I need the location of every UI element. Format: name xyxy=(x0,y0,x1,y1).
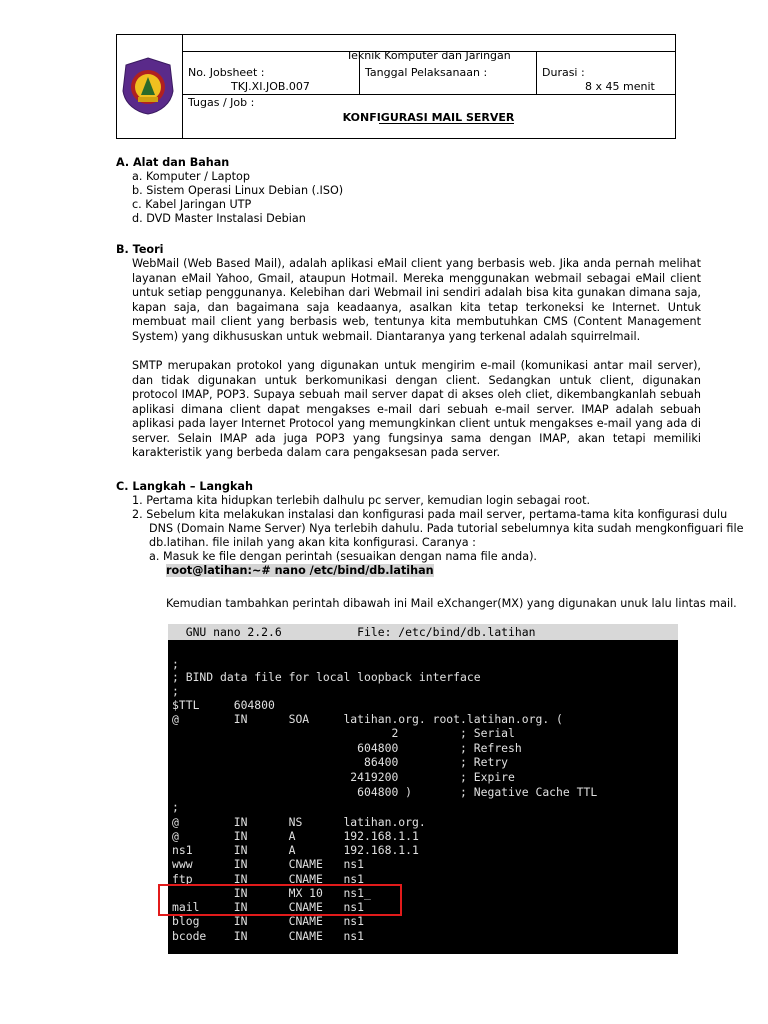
step-2-line-2: DNS (Domain Name Server) Nya terlebih dahulu. Pada tutorial sebelumnya kita sudah mengkonfiguari file xyxy=(149,522,744,535)
list-item: d. DVD Master Instalasi Debian xyxy=(132,212,306,225)
mx-highlight-box xyxy=(158,884,402,916)
terminal-line: @ IN SOA latihan.org. root.latihan.org. ( xyxy=(172,712,563,726)
terminal-line: ftp IN CNAME ns1 xyxy=(172,872,365,886)
terminal-line: @ IN NS latihan.org. xyxy=(172,815,426,829)
terminal-line: ; xyxy=(172,800,179,814)
steps-list xyxy=(132,494,743,578)
terminal-line: 604800 ; Refresh xyxy=(172,741,522,755)
terminal-line: bcode IN CNAME ns1 xyxy=(172,929,365,943)
jobsheet-label: No. Jobsheet : xyxy=(188,66,265,79)
duration-label: Durasi : xyxy=(542,66,585,79)
terminal-line: @ IN A 192.168.1.1 xyxy=(172,829,419,843)
jobsheet-value: TKJ.XI.JOB.007 xyxy=(231,80,310,93)
theory-paragraph-2: SMTP merupakan protokol yang digunakan untuk mengirim e-mail (komunikasi antar mail server), dan tidak digunakan untuk berkomunikasi dengan client. Sedangkan untuk client, digunakan protocol IMAP, POP3. Supaya sebuah mail server dapat di akses oleh cliet, dikembangkanlah sebuah aplikasi dimana client dapat mengakses e-mail dari sebuah e-mail server. IMAP adalah sebuah aplikasi pada layer Internet Protocol yang memungkinkan client untuk mengakses e-mail yang ada di server. Selain IMAP ada juga POP3 yang fungsinya sama dengan IMAP, akan tetapi memiliki karakteristik yang berbeda dalam cara pengaksesan pada server. xyxy=(132,359,701,459)
school-logo-icon xyxy=(121,57,175,115)
list-item: b. Sistem Operasi Linux Debian (.ISO) xyxy=(132,184,344,197)
terminal-line: 2419200 ; Expire xyxy=(172,770,515,784)
step-1: 1. Pertama kita hidupkan terlebih dalhulu pc server, kemudian login sebagai root. xyxy=(132,494,591,507)
terminal-line: www IN CNAME ns1 xyxy=(172,857,365,871)
date-label: Tanggal Pelaksanaan : xyxy=(365,66,488,79)
terminal-line: 604800 ) ; Negative Cache TTL xyxy=(172,785,598,799)
task-label: Tugas / Job : xyxy=(188,96,255,109)
subject-title: Teknik Komputer dan Jaringan xyxy=(346,49,511,62)
section-a-title: A. Alat dan Bahan xyxy=(116,156,230,169)
terminal-line: IN MX 10 ns1_ xyxy=(172,886,371,900)
nano-titlebar xyxy=(168,624,678,640)
logo-cell xyxy=(117,35,183,138)
terminal-line: ; xyxy=(172,684,179,698)
terminal-line: 86400 ; Retry xyxy=(172,755,509,769)
section-b-title: B. Teori xyxy=(116,243,164,256)
terminal-line: 2 ; Serial xyxy=(172,726,515,740)
jobsheet-header xyxy=(116,34,676,139)
list-item: a. Komputer / Laptop xyxy=(132,170,250,183)
nano-title: GNU nano 2.2.6 File: /etc/bind/db.latihan xyxy=(172,625,536,639)
terminal-line: ; BIND data file for local loopback interface xyxy=(172,670,481,684)
step-2: 2. Sebelum kita melakukan instalasi dan konfigurasi pada mail server, pertama-tama kita konfigurasi dulu xyxy=(132,508,728,521)
terminal-line: ; xyxy=(172,657,179,671)
terminal-line: $TTL 604800 xyxy=(172,698,275,712)
terminal-line: ns1 IN A 192.168.1.1 xyxy=(172,843,419,857)
substep-a: a. Masuk ke file dengan perintah (sesuaikan dengan nama file anda). xyxy=(149,550,537,563)
section-c-title: C. Langkah – Langkah xyxy=(116,480,253,493)
section-a-list xyxy=(132,170,343,226)
list-item: c. Kabel Jaringan UTP xyxy=(132,198,252,211)
instruction-text: Kemudian tambahkan perintah dibawah ini Mail eXchanger(MX) yang digunakan unuk lalu lintas mail. xyxy=(166,597,737,610)
theory-paragraph-1: WebMail (Web Based Mail), adalah aplikasi eMail client yang berbasis web. Jika anda pernah melihat layanan eMail Yahoo, Gmail, ataupun Hotmail. Mereka menggunakan webmail sebagai eMail client untuk setiap penggunanya. Kelebihan dari Webmail ini sendiri adalah bisa kita gunakan dimana saja, kapan saja, dan bagaimana saja keadaanya, asalkan kita tetap terkoneksi ke Internet. Untuk membuat mail client yang berbasis web, tentunya kita membutuhkan CMS (Content Management System) yang dikhususkan untuk webmail. Diantaranya yang terkenal adalah squirrelmail. xyxy=(132,257,701,343)
job-title: KONFIGURASI MAIL SERVER xyxy=(342,111,515,124)
terminal-line: mail IN CNAME ns1 xyxy=(172,900,365,914)
step-2-line-3: db.latihan. file inilah yang akan kita konfigurasi. Caranya : xyxy=(149,536,476,549)
terminal-line: blog IN CNAME ns1 xyxy=(172,914,365,928)
command-text: root@latihan:~# nano /etc/bind/db.latihan xyxy=(166,564,434,577)
duration-value: 8 x 45 menit xyxy=(585,80,655,93)
